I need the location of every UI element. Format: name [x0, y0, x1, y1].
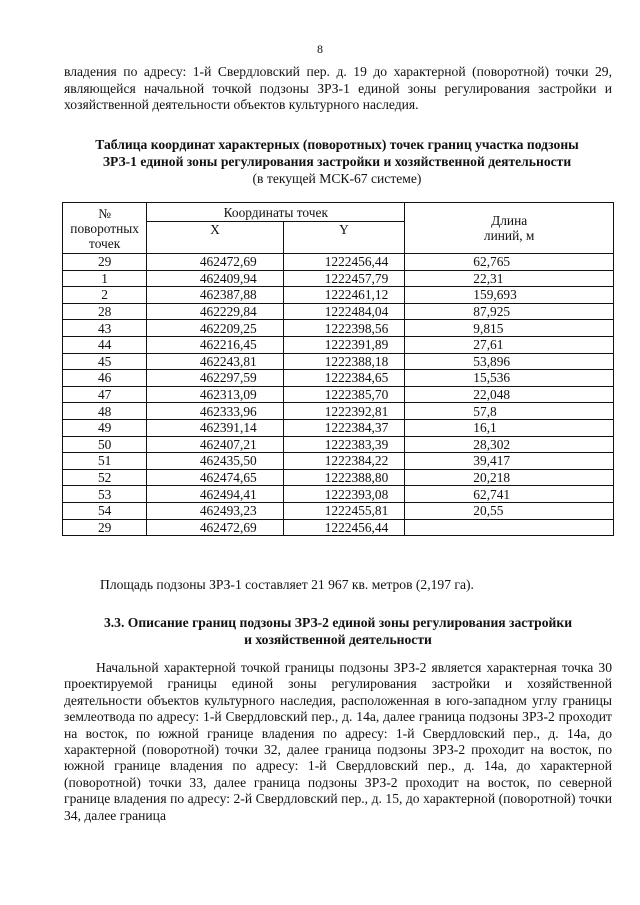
cell-x: 462435,50 — [147, 453, 283, 470]
table-row — [63, 336, 614, 353]
cell-length: 22,31 — [405, 270, 614, 287]
cell-y: 1222388,18 — [283, 353, 405, 370]
table-caption-line1: Таблица координат характерных (поворотных) точек границ участка подзоны — [95, 137, 579, 152]
cell-y: 1222384,22 — [283, 453, 405, 470]
intro-paragraph: владения по адресу: 1-й Свердловский пер. д. 19 до характерной (поворотной) точки 29, являющейся начальной точкой подзоны ЗРЗ-1 единой зоны регулирования застройки и хозяйственной деятельности объектов культурного наследия. — [64, 64, 612, 112]
cell-x: 462391,14 — [147, 419, 283, 436]
cell-x: 462387,88 — [147, 287, 283, 304]
cell-point-number: 29 — [63, 254, 147, 271]
cell-y: 1222484,04 — [283, 303, 405, 320]
cell-point-number: 54 — [63, 502, 147, 519]
table-caption — [50, 136, 624, 187]
cell-point-number: 49 — [63, 419, 147, 436]
cell-y: 1222455,81 — [283, 502, 405, 519]
cell-y: 1222398,56 — [283, 320, 405, 337]
body-paragraph-text: Начальной характерной точкой границы подзоны ЗРЗ-2 является характерная точка 30 проектируемой границы единой зоны регулирования застройки и хозяйственной деятельности объектов культурного наследия, расположенная в юго-западном углу границы землеотвода по адресу: 1-й Свердловский пер., д. 14а, далее граница подзоны ЗРЗ-2 проходит на восток, по южной границе владения по адресу: 1-й Свердловский пер., д. 14а, до характерной (поворотной) точки 32, далее граница подзоны ЗРЗ-2 проходит на восток, по южной границе владения по адресу: 1-й Свердловский пер., д. 14а, до характерной (поворотной) точки 33, далее граница подзоны ЗРЗ-2 проходит на восток, по северной границе владения по адресу: 2-й Свердловский пер., д. 15, до характерной (поворотной) точки 34, далее граница — [64, 660, 612, 823]
cell-y: 1222391,89 — [283, 336, 405, 353]
cell-y: 1222456,44 — [283, 519, 405, 536]
cell-y: 1222383,39 — [283, 436, 405, 453]
table-row — [63, 519, 614, 536]
section-title — [64, 614, 612, 648]
cell-x: 462313,09 — [147, 386, 283, 403]
cell-y: 1222388,80 — [283, 469, 405, 486]
cell-length: 62,765 — [405, 254, 614, 271]
cell-length: 39,417 — [405, 453, 614, 470]
cell-x: 462407,21 — [147, 436, 283, 453]
cell-y: 1222393,08 — [283, 486, 405, 503]
cell-y: 1222456,44 — [283, 254, 405, 271]
table-row — [63, 436, 614, 453]
cell-length: 9,815 — [405, 320, 614, 337]
table-caption-line3: (в текущей МСК-67 системе) — [252, 171, 422, 186]
table-row — [63, 370, 614, 387]
cell-y: 1222461,12 — [283, 287, 405, 304]
cell-y: 1222384,37 — [283, 419, 405, 436]
cell-length: 159,693 — [405, 287, 614, 304]
table-row — [63, 486, 614, 503]
cell-length: 62,741 — [405, 486, 614, 503]
cell-point-number: 43 — [63, 320, 147, 337]
table-row — [63, 303, 614, 320]
cell-x: 462493,23 — [147, 502, 283, 519]
table-row — [63, 353, 614, 370]
table-row — [63, 254, 614, 271]
cell-y: 1222385,70 — [283, 386, 405, 403]
table-row — [63, 453, 614, 470]
cell-point-number: 29 — [63, 519, 147, 536]
cell-length: 16,1 — [405, 419, 614, 436]
cell-length: 57,8 — [405, 403, 614, 420]
body-paragraph — [64, 660, 612, 824]
table-row — [63, 270, 614, 287]
cell-x: 462209,25 — [147, 320, 283, 337]
cell-x: 462216,45 — [147, 336, 283, 353]
cell-length: 53,896 — [405, 353, 614, 370]
section-title-line2: и хозяйственной деятельности — [244, 632, 432, 647]
cell-length: 22,048 — [405, 386, 614, 403]
header-point-number: № поворотных точек — [63, 203, 147, 254]
cell-y: 1222384,65 — [283, 370, 405, 387]
table-row — [63, 386, 614, 403]
cell-y: 1222457,79 — [283, 270, 405, 287]
cell-point-number: 52 — [63, 469, 147, 486]
table-caption-line2: ЗРЗ-1 единой зоны регулирования застройки и хозяйственной деятельности — [102, 154, 572, 169]
cell-x: 462243,81 — [147, 353, 283, 370]
page-number: 8 — [317, 42, 323, 56]
cell-x: 462472,69 — [147, 254, 283, 271]
coordinates-table — [62, 202, 614, 536]
cell-point-number: 46 — [63, 370, 147, 387]
table-row — [63, 403, 614, 420]
cell-length: 20,218 — [405, 469, 614, 486]
cell-x: 462494,41 — [147, 486, 283, 503]
cell-length: 28,302 — [405, 436, 614, 453]
cell-x: 462333,96 — [147, 403, 283, 420]
table-row — [63, 419, 614, 436]
cell-length: 15,536 — [405, 370, 614, 387]
cell-length: 27,61 — [405, 336, 614, 353]
cell-point-number: 1 — [63, 270, 147, 287]
cell-point-number: 51 — [63, 453, 147, 470]
section-title-line1: 3.3. Описание границ подзоны ЗРЗ-2 единой зоны регулирования застройки — [103, 615, 573, 630]
cell-x: 462297,59 — [147, 370, 283, 387]
header-line-length: Длина линий, м — [405, 203, 614, 254]
cell-point-number: 50 — [63, 436, 147, 453]
cell-point-number: 45 — [63, 353, 147, 370]
cell-y: 1222392,81 — [283, 403, 405, 420]
cell-point-number: 47 — [63, 386, 147, 403]
cell-point-number: 48 — [63, 403, 147, 420]
header-coordinates: Координаты точек — [147, 203, 405, 222]
cell-x: 462409,94 — [147, 270, 283, 287]
cell-x: 462474,65 — [147, 469, 283, 486]
cell-length: 87,925 — [405, 303, 614, 320]
header-y: Y — [283, 222, 405, 254]
cell-x: 462229,84 — [147, 303, 283, 320]
cell-point-number: 53 — [63, 486, 147, 503]
cell-point-number: 44 — [63, 336, 147, 353]
table-header-row — [63, 203, 614, 222]
table-row — [63, 320, 614, 337]
cell-point-number: 2 — [63, 287, 147, 304]
cell-length: 20,55 — [405, 502, 614, 519]
area-statement: Площадь подзоны ЗРЗ-1 составляет 21 967 кв. метров (2,197 га). — [100, 577, 474, 592]
cell-x: 462472,69 — [147, 519, 283, 536]
cell-point-number: 28 — [63, 303, 147, 320]
cell-length — [405, 519, 614, 536]
table-row — [63, 469, 614, 486]
table-row — [63, 502, 614, 519]
table-row — [63, 287, 614, 304]
header-x: X — [147, 222, 283, 254]
